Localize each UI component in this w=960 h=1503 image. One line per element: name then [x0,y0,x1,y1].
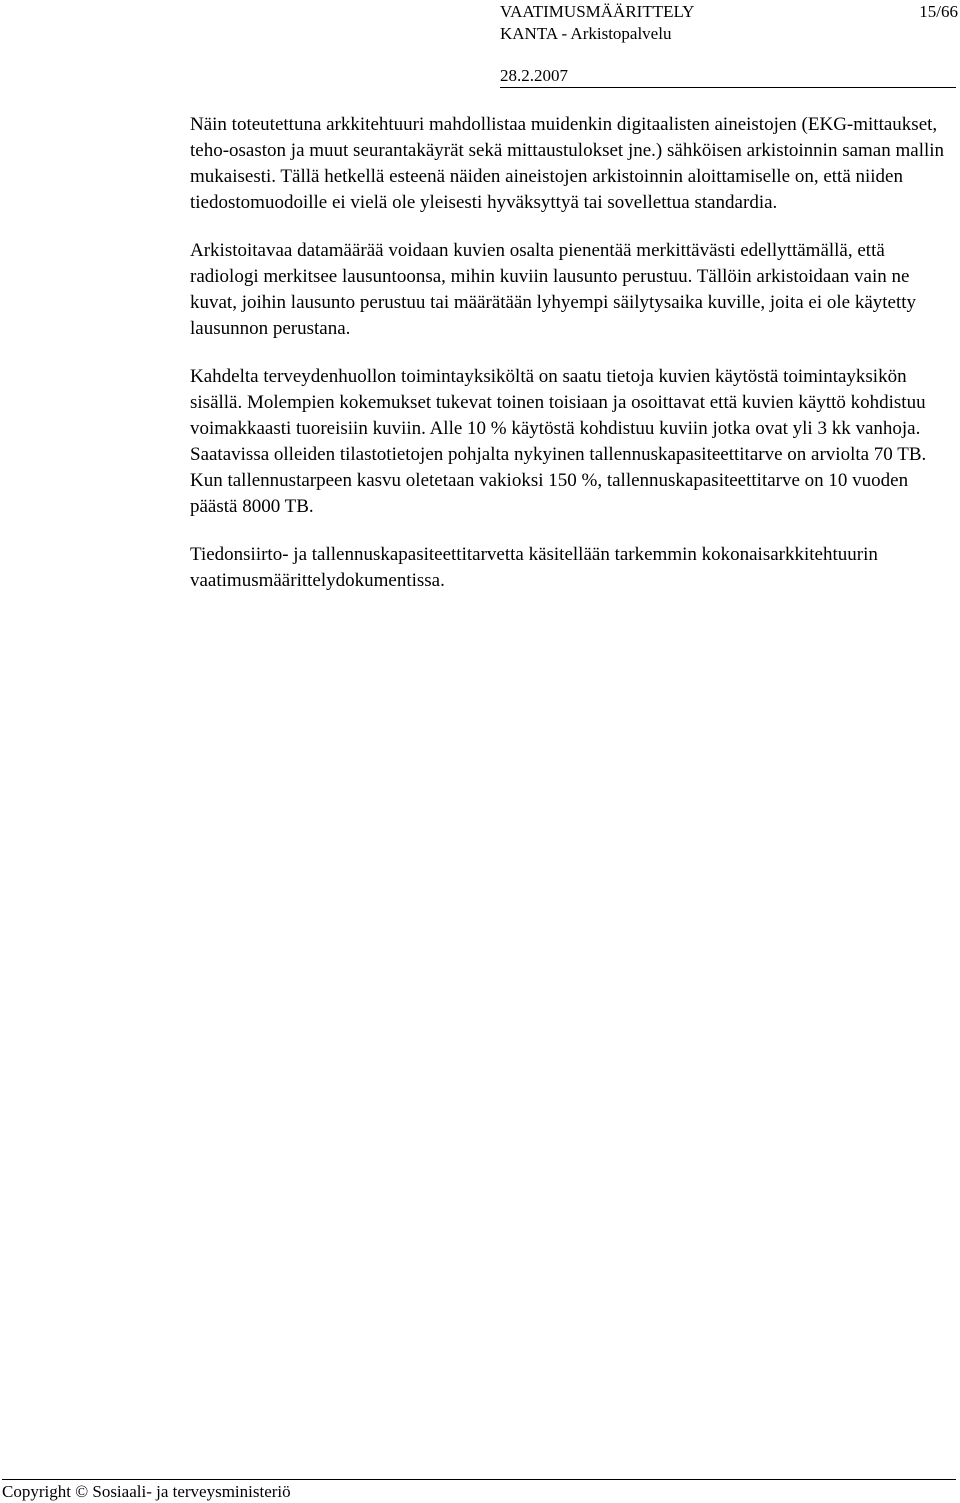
document-date: 28.2.2007 [500,66,568,85]
copyright-notice: Copyright © Sosiaali- ja terveysministeriö [2,1482,291,1501]
paragraph-2: Arkistoitavaa datamäärää voidaan kuvien osalta pienentää merkittävästi edellyttämällä, että radiologi merkitsee lausuntoonsa, mihin kuviin lausunto perustuu. Tällöin arkistoidaan vain ne kuvat, joihin lausunto perustuu tai määrätään lyhyempi säilytysaika kuville, joita ei ole käytetty lausunnon perustana. [190,240,917,339]
footer-divider [2,1479,956,1480]
document-title: VAATIMUSMÄÄRITTELY [500,2,695,21]
header-divider [500,87,956,88]
paragraph-4: Tiedonsiirto- ja tallennuskapasiteettitarvetta käsitellään tarkemmin kokonaisarkkitehtuurin vaatimusmäärittelydokumentissa. [190,544,878,591]
body-text [190,112,952,616]
paragraph-1: Näin toteutettuna arkkitehtuuri mahdollistaa muidenkin digitaalisten aineistojen (EKG-mittaukset, teho-osaston ja muut seurantakäyrät sekä mittaustulokset jne.) sähköisen arkistoinnin saman mallin mukaisesti. Tällä hetkellä esteenä näiden aineistojen arkistoinnin aloittamiselle on, että niiden tiedostomuodoille ei vielä ole yleisesti hyväksyttyä tai sovellettua standardia. [190,114,945,213]
page-number: 15/66 [919,2,958,21]
document-subtitle: KANTA - Arkistopalvelu [500,24,672,43]
page-footer [0,1476,960,1503]
paragraph-3: Kahdelta terveydenhuollon toimintayksiköltä on saatu tietoja kuvien käytöstä toimintayksikön sisällä. Molempien kokemukset tukevat toinen toisiaan ja osoittavat että kuvien käyttö kohdistuu voimakkaasti tuoreisiin kuviin. Alle 10 % käytöstä kohdistuu kuviin jotka ovat yli 3 kk vanhoja. Saatavissa olleiden tilastotietojen pohjalta nykyinen tallennuskapasiteettitarve on arviolta 70 TB. Kun tallennustarpeen kasvu oletetaan vakioksi 150 %, tallennuskapasiteettitarve on 10 vuoden päästä 8000 TB. [190,366,927,517]
page-header [0,0,960,90]
